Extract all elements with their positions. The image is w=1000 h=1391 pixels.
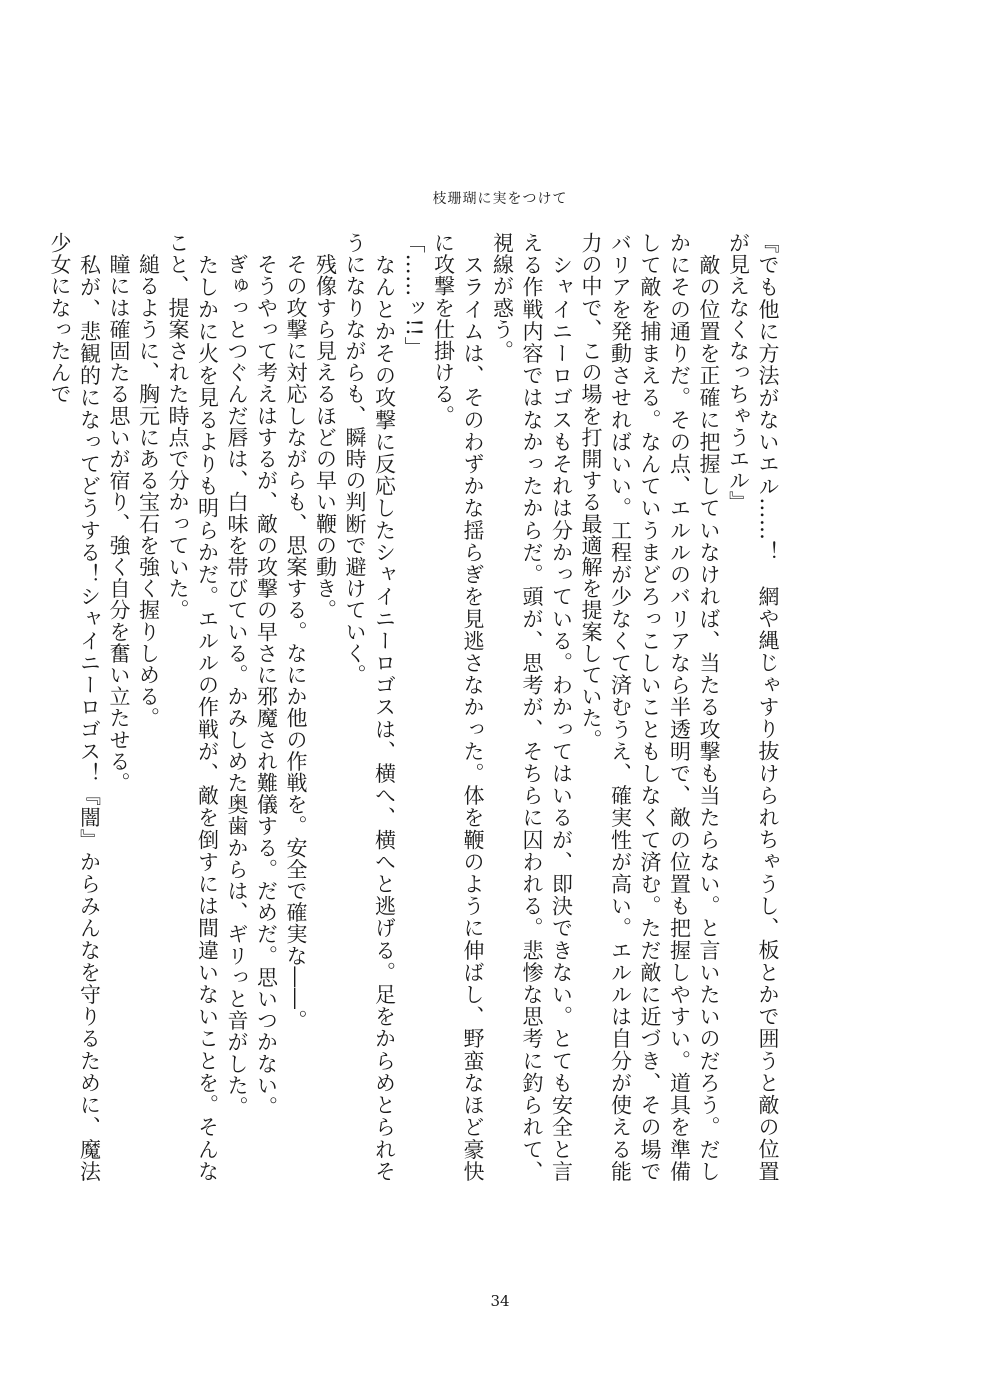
paragraph: なんとかその攻撃に反応したシャイニーロゴスは、横へ、横へと逃げる。足をからめとられそうになりながらも、瞬時の判断で避けていく。 xyxy=(343,232,397,1182)
paragraph: その攻撃に対応しながらも、思案する。なにか他の作戦を。安全で確実な――。 xyxy=(284,232,308,1032)
paragraph: スライムは、そのわずかな揺らぎを見逃さなかった。体を鞭のように伸ばし、野蛮なほど豪快に攻撃を仕掛ける。 xyxy=(431,232,485,1182)
paragraph: 縋るように、胸元にある宝石を強く握りしめる。 xyxy=(136,232,161,729)
dialogue-line: 「……ッ!!」 xyxy=(402,232,426,359)
paragraph: 残像すら見えるほどの早い鞭の動き。 xyxy=(313,232,338,621)
paragraph: そうやって考えはするが、敵の攻撃の早さに邪魔され難儀する。だめだ。思いつかない。 xyxy=(254,232,279,1118)
paragraph: 敵の位置を正確に把握していなければ、当たる攻撃も当たらない。と言いたいのだろう。だしかにその通りだ。その点、エルルのバリアなら半透明で、敵の位置も把握しやすい。道具を準備して敵を捕まえる。なんていうまどろっこしいこともしなくて済む。ただ敵に近づき、その場でバリアを発動させればいい。工程が少なくて済むうえ、確実性が高い。エルルは自分が使える能力の中で、この場を打開する最適解を提案していた。 xyxy=(579,232,721,1182)
paragraph: 瞳には確固たる思いが宿り、強く自分を奮い立たせる。 xyxy=(107,232,131,794)
running-title: 枝珊瑚に実をつけて xyxy=(432,191,568,207)
paragraph: ぎゅっとつぐんだ唇は、白味を帯びている。かみしめた奥歯からは、ギリっと音がした。 xyxy=(225,232,249,1118)
page-number: 34 xyxy=(490,1292,510,1310)
paragraph: シャイニーロゴスもそれは分かっている。わかってはいるが、即決できない。とても安全と言える作戦内容ではなかったからだ。頭が、思考が、そちらに囚われる。悲惨な思考に釣られて、視線が惑う。 xyxy=(490,232,574,1182)
paragraph: 私が、悲観的になってどうする！シャイニーロゴス！『闇』からみんなを守りるために、魔法少女になったんで xyxy=(48,232,102,1182)
vertical-body-text xyxy=(48,232,782,1182)
paragraph: たしかに火を見るよりも明らかだ。エルルの作戦が、敵を倒すには間違いないことを。そんなこと、提案された時点で分かっていた。 xyxy=(166,232,220,1182)
paragraph: 『でも他に方法がないエル……！ 網や縄じゃすり抜けられちゃうし、板とかで囲うと敵の位置が見えなくなっちゃうエル』 xyxy=(726,232,780,1182)
